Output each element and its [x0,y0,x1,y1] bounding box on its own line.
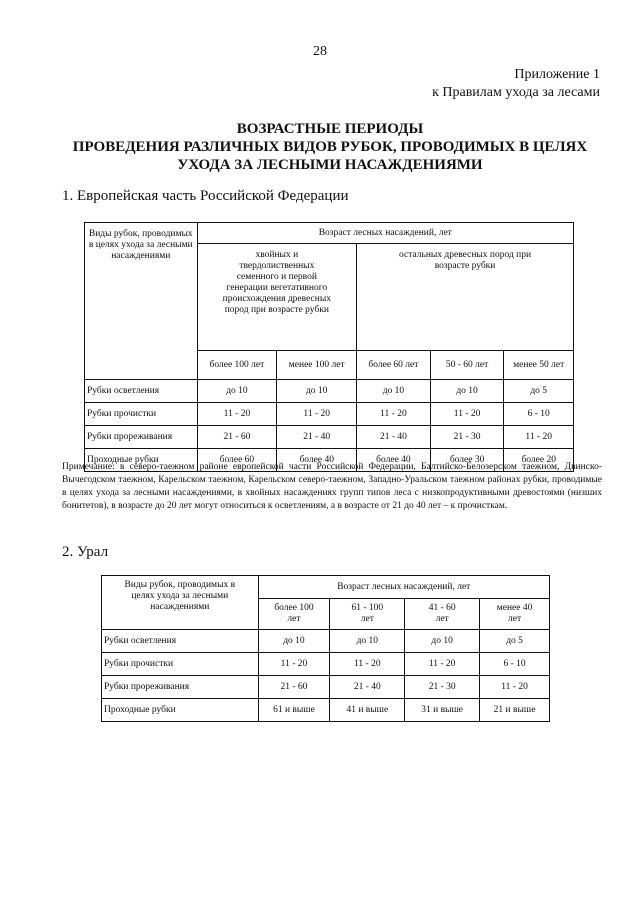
row-label: Рубки прочистки [102,653,259,676]
table-row [85,426,574,449]
table-1-subcol: более 100 лет [197,351,277,380]
title-line-1: ВОЗРАСТНЫЕ ПЕРИОДЫ [236,121,424,137]
cell: 6 - 10 [480,653,550,676]
cell: до 10 [258,630,330,653]
cell: до 10 [357,380,431,403]
table-2-subcol: 41 - 60 лет [405,599,480,630]
cell: 31 и выше [405,699,480,722]
row-label: Рубки осветления [85,380,198,403]
cell: более 40 [357,449,431,472]
document-title [40,120,620,174]
cell: 21 - 40 [357,426,431,449]
cell: до 10 [277,380,357,403]
cell: до 10 [330,630,405,653]
table-2-subcol: 61 - 100 лет [330,599,405,630]
table-row [85,403,574,426]
appendix-line-1: Приложение 1 [514,67,600,82]
cell: до 10 [405,630,480,653]
table-1-note: Примечание: в северо-таежном районе европейской части Российской Федерации, Балтийско-Белозерском таежном, Двинско-Вычегодском таежном, Карельском таежном, Карельском северо-таежном, Западно-Уральском таежном районах рубки, проводимые в целях ухода за лесными насаждениями, в хвойных насаждениях групп типов леса с низкопродуктивными древостоями (низших бонитетов), в возрасте до 20 лет могут относиться к осветлениям, а в возрасте от 21 до 40 лет – к прочисткам. [62,462,602,511]
row-label: Проходные рубки [102,699,259,722]
table-1-col-header: Виды рубок, проводимых в целях ухода за лесными насаждениями [85,223,198,380]
cell: 41 и выше [330,699,405,722]
table-1-subcol: более 60 лет [357,351,431,380]
cell: 11 - 20 [277,403,357,426]
table-2-age-header: Возраст лесных насаждений, лет [258,576,549,599]
cell: 11 - 20 [480,676,550,699]
table-1-subcol: менее 50 лет [504,351,574,380]
table-row [85,380,574,403]
row-label: Проходные рубки [85,449,198,472]
cell: 11 - 20 [357,403,431,426]
cell: более 60 [197,449,277,472]
cell: более 20 [504,449,574,472]
cell: более 40 [277,449,357,472]
row-label: Рубки прочистки [85,403,198,426]
page-number: 28 [313,44,327,59]
table-ural [101,575,550,722]
table-row [102,630,550,653]
title-line-2: ПРОВЕДЕНИЯ РАЗЛИЧНЫХ ВИДОВ РУБОК, ПРОВОДИМЫХ В ЦЕЛЯХ [72,139,588,155]
table-row [102,699,550,722]
cell: 21 - 30 [430,426,504,449]
appendix-reference [432,66,600,102]
cell: 11 - 20 [330,653,405,676]
cell: 11 - 20 [258,653,330,676]
cell: 21 и выше [480,699,550,722]
cell: 21 - 40 [330,676,405,699]
appendix-line-2: к Правилам ухода за лесами [432,85,600,100]
table-1-group-other: остальных древесных пород при возрасте рубки [357,244,574,351]
cell: 21 - 30 [405,676,480,699]
cell: 21 - 60 [258,676,330,699]
cell: 61 и выше [258,699,330,722]
cell: 11 - 20 [504,426,574,449]
table-1-subcol: 50 - 60 лет [430,351,504,380]
row-label: Рубки прореживания [85,426,198,449]
table-row [102,676,550,699]
table-1-age-header: Возраст лесных насаждений, лет [197,223,573,244]
section-2-heading: 2. Урал [62,544,109,560]
cell: 21 - 40 [277,426,357,449]
cell: 21 - 60 [197,426,277,449]
cell: до 10 [197,380,277,403]
table-2-subcol: менее 40 лет [480,599,550,630]
cell: до 5 [504,380,574,403]
row-label: Рубки осветления [102,630,259,653]
cell: более 30 [430,449,504,472]
section-1-heading: 1. Европейская часть Российской Федерации [62,188,349,204]
table-2-col-header: Виды рубок, проводимых в целях ухода за лесными насаждениями [102,576,259,630]
cell: 6 - 10 [504,403,574,426]
table-european-part [84,222,574,472]
title-line-3: УХОДА ЗА ЛЕСНЫМИ НАСАЖДЕНИЯМИ [177,157,483,173]
row-label: Рубки прореживания [102,676,259,699]
cell: 11 - 20 [197,403,277,426]
cell: до 5 [480,630,550,653]
table-1-group-coniferous: хвойных и твердолиственных семенного и первой генерации вегетативного происхождения древесных пород при возрасте рубки [197,244,357,351]
cell: до 10 [430,380,504,403]
table-2-subcol: более 100 лет [258,599,330,630]
cell: 11 - 20 [405,653,480,676]
table-row [102,653,550,676]
cell: 11 - 20 [430,403,504,426]
table-1-subcol: менее 100 лет [277,351,357,380]
